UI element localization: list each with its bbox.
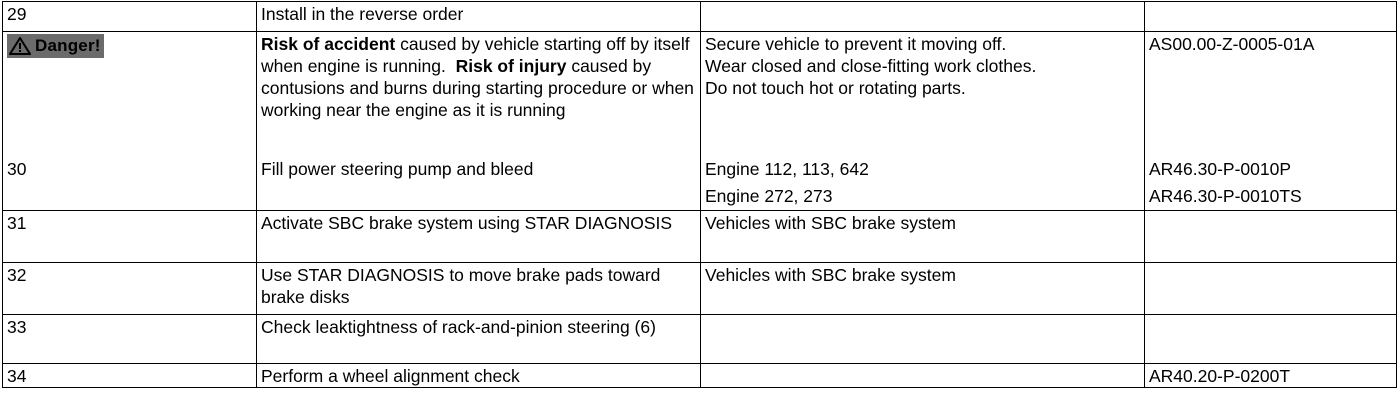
operation-text: Perform a wheel alignment check [257,364,701,388]
note-line: Engine 112, 113, 642 [705,159,869,179]
operation-text: Check leaktightness of rack-and-pinion steering (6) [257,315,701,364]
note-line: Secure vehicle to prevent it moving off. [705,34,1007,54]
doc-ref-cell [1145,32,1397,158]
table-row [3,263,1397,315]
step-number: 30 [3,157,257,211]
danger-badge [7,34,104,58]
notes-cell [701,157,1145,211]
doc-ref-link[interactable]: AR40.20-P-0200T [1149,366,1291,386]
risk-injury-text: caused by contusions and burns during starting procedure or when working near the engine as it is running [261,56,694,120]
step-number: 29 [3,2,257,32]
step-number: 33 [3,315,257,364]
notes-cell [701,2,1145,32]
step-number: 31 [3,211,257,263]
doc-ref-cell [1145,2,1397,32]
notes-cell [701,315,1145,364]
table-row [3,2,1397,32]
operation-text: Use STAR DIAGNOSIS to move brake pads toward brake disks [257,263,701,315]
warning-triangle-icon [9,37,31,55]
doc-ref-cell [1145,211,1397,263]
notes-cell [701,211,1145,263]
operation-text: Fill power steering pump and bleed [257,157,701,211]
table-row [3,211,1397,263]
notes-cell [701,32,1145,158]
note-line: Vehicles with SBC brake system [705,265,956,285]
doc-ref-cell [1145,157,1397,211]
danger-cell [3,32,257,158]
doc-ref-cell [1145,364,1397,388]
step-number: 32 [3,263,257,315]
doc-ref-link[interactable]: AS00.00-Z-0005-01A [1149,34,1315,54]
note-line: Do not touch hot or rotating parts. [705,78,966,98]
risk-accident-heading: Risk of accident [261,34,396,54]
danger-label: Danger! [35,36,101,55]
step-number: 34 [3,364,257,388]
procedure-table [2,1,1397,388]
note-line: Vehicles with SBC brake system [705,213,956,233]
operation-text: Activate SBC brake system using STAR DIAGNOSIS [257,211,701,263]
note-line: Engine 272, 273 [705,186,833,206]
table-row [3,315,1397,364]
table-row [3,157,1397,211]
doc-ref-link[interactable]: AR46.30-P-0010TS [1149,186,1302,206]
risk-injury-heading: Risk of injury [455,56,567,76]
risk-accident-text: caused by vehicle starting off by itself when engine is running. [261,34,690,76]
operation-text: Install in the reverse order [257,2,701,32]
doc-ref-cell [1145,263,1397,315]
table-row [3,32,1397,158]
doc-ref-cell [1145,315,1397,364]
note-line: Wear closed and close-fitting work clothes. [705,56,1037,76]
doc-ref-link[interactable]: AR46.30-P-0010P [1149,159,1292,179]
notes-cell [701,263,1145,315]
notes-cell [701,364,1145,388]
table-row [3,364,1397,388]
warning-text [257,32,701,158]
